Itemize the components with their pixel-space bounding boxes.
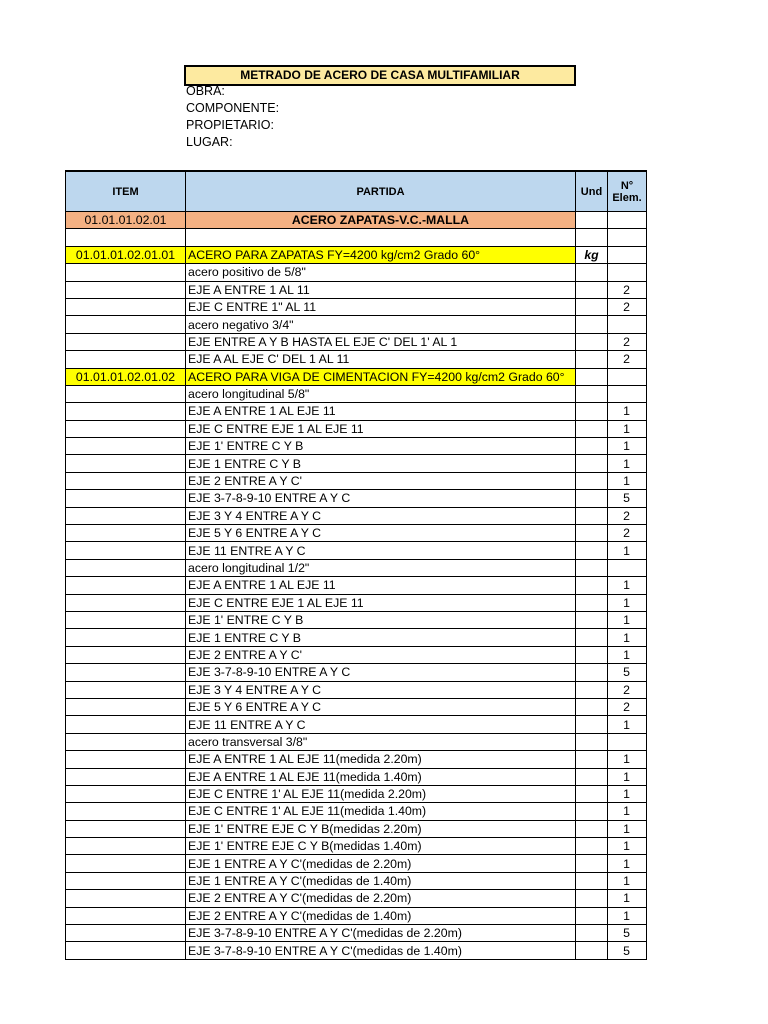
num-elem-cell: 5 (608, 942, 647, 959)
und-cell (576, 542, 608, 559)
item-cell (66, 229, 186, 246)
item-cell (66, 351, 186, 368)
und-cell (576, 890, 608, 907)
und-cell (576, 855, 608, 872)
num-elem-cell (608, 246, 647, 263)
num-elem-cell: 5 (608, 490, 647, 507)
table-row (66, 820, 647, 837)
num-elem-cell: 1 (608, 907, 647, 924)
num-elem-cell: 1 (608, 594, 647, 611)
table-row (66, 611, 647, 628)
partida-cell: EJE 2 ENTRE A Y C' (186, 472, 576, 489)
item-cell (66, 281, 186, 298)
num-elem-cell: 5 (608, 664, 647, 681)
table-row (66, 681, 647, 698)
num-elem-cell: 1 (608, 542, 647, 559)
item-cell (66, 664, 186, 681)
table-row (66, 768, 647, 785)
table-row (66, 507, 647, 524)
partida-cell: acero negativo 3/4" (186, 316, 576, 333)
und-cell (576, 872, 608, 889)
item-cell (66, 507, 186, 524)
table-row (66, 716, 647, 733)
partida-cell: EJE 3-7-8-9-10 ENTRE A Y C'(medidas de 2.20m) (186, 925, 576, 942)
item-cell (66, 455, 186, 472)
num-elem-cell: 1 (608, 403, 647, 420)
table-row (66, 316, 647, 333)
und-cell (576, 298, 608, 315)
und-cell (576, 281, 608, 298)
num-elem-cell (608, 733, 647, 750)
table-row (66, 438, 647, 455)
partida-cell: EJE ENTRE A Y B HASTA EL EJE C' DEL 1' AL 1 (186, 333, 576, 350)
partida-cell: EJE 1' ENTRE EJE C Y B(medidas 1.40m) (186, 838, 576, 855)
item-cell (66, 698, 186, 715)
table-row (66, 925, 647, 942)
table-row (66, 281, 647, 298)
item-cell (66, 611, 186, 628)
item-cell (66, 472, 186, 489)
item-cell (66, 820, 186, 837)
und-cell (576, 733, 608, 750)
table-row (66, 229, 647, 246)
table-row (66, 803, 647, 820)
table-row (66, 942, 647, 959)
item-cell (66, 438, 186, 455)
table-row (66, 490, 647, 507)
partida-cell: EJE 1 ENTRE A Y C'(medidas de 2.20m) (186, 855, 576, 872)
und-cell (576, 507, 608, 524)
und-cell (576, 716, 608, 733)
num-elem-cell (608, 316, 647, 333)
column-header-num-elem: N° Elem. (608, 171, 647, 212)
item-cell: 01.01.01.02.01 (66, 212, 186, 229)
partida-cell: EJE 2 ENTRE A Y C'(medidas de 2.20m) (186, 890, 576, 907)
document-title: METRADO DE ACERO DE CASA MULTIFAMILIAR (184, 65, 576, 86)
column-header-item: ITEM (66, 171, 186, 212)
partida-cell: EJE C ENTRE 1' AL EJE 11(medida 1.40m) (186, 803, 576, 820)
partida-cell: EJE 11 ENTRE A Y C (186, 542, 576, 559)
und-cell (576, 212, 608, 229)
und-cell (576, 629, 608, 646)
num-elem-cell (608, 368, 647, 385)
und-cell (576, 385, 608, 402)
partida-cell: EJE 5 Y 6 ENTRE A Y C (186, 525, 576, 542)
item-cell (66, 420, 186, 437)
item-cell (66, 785, 186, 802)
partida-cell: EJE 5 Y 6 ENTRE A Y C (186, 698, 576, 715)
obra-label: OBRA: (186, 84, 225, 98)
table-row (66, 333, 647, 350)
num-elem-cell: 2 (608, 281, 647, 298)
und-cell (576, 942, 608, 959)
partida-cell: acero positivo de 5/8" (186, 264, 576, 281)
und-cell (576, 351, 608, 368)
partida-cell: EJE 1 ENTRE C Y B (186, 455, 576, 472)
table-row (66, 298, 647, 315)
partida-cell: EJE 11 ENTRE A Y C (186, 716, 576, 733)
table-row (66, 542, 647, 559)
und-cell (576, 577, 608, 594)
table-row (66, 664, 647, 681)
item-cell (66, 577, 186, 594)
partida-cell: EJE 3 Y 4 ENTRE A Y C (186, 681, 576, 698)
und-cell (576, 403, 608, 420)
table-row (66, 646, 647, 663)
partida-cell: EJE 1 ENTRE C Y B (186, 629, 576, 646)
num-elem-cell: 1 (608, 785, 647, 802)
item-cell: 01.01.01.02.01.01 (66, 246, 186, 263)
und-cell (576, 333, 608, 350)
und-cell (576, 525, 608, 542)
partida-cell: EJE 1' ENTRE C Y B (186, 438, 576, 455)
num-elem-cell: 1 (608, 872, 647, 889)
table-row (66, 907, 647, 924)
table-row (66, 368, 647, 385)
und-cell (576, 472, 608, 489)
partida-cell: EJE C ENTRE 1' AL EJE 11(medida 2.20m) (186, 785, 576, 802)
partida-cell: acero longitudinal 5/8" (186, 385, 576, 402)
item-cell (66, 403, 186, 420)
partida-cell: ACERO PARA VIGA DE CIMENTACION FY=4200 kg/cm2 Grado 60° (186, 368, 576, 385)
table-row (66, 872, 647, 889)
und-cell (576, 751, 608, 768)
und-cell (576, 785, 608, 802)
und-cell (576, 925, 608, 942)
item-cell (66, 716, 186, 733)
num-elem-cell: 1 (608, 855, 647, 872)
table-row (66, 559, 647, 576)
item-cell (66, 594, 186, 611)
partida-cell: acero longitudinal 1/2" (186, 559, 576, 576)
num-elem-cell: 5 (608, 925, 647, 942)
table-row (66, 403, 647, 420)
table-row (66, 698, 647, 715)
num-elem-cell: 1 (608, 420, 647, 437)
partida-cell: EJE 1 ENTRE A Y C'(medidas de 1.40m) (186, 872, 576, 889)
item-cell (66, 872, 186, 889)
metrado-table (65, 170, 647, 960)
und-cell (576, 664, 608, 681)
num-elem-cell: 1 (608, 629, 647, 646)
num-elem-cell: 1 (608, 438, 647, 455)
table-row (66, 246, 647, 263)
num-elem-cell: 1 (608, 751, 647, 768)
und-cell (576, 438, 608, 455)
table-row (66, 577, 647, 594)
num-elem-cell (608, 212, 647, 229)
item-cell (66, 385, 186, 402)
partida-cell: EJE C ENTRE EJE 1 AL EJE 11 (186, 420, 576, 437)
partida-cell: EJE C ENTRE 1" AL 11 (186, 298, 576, 315)
partida-cell: EJE 2 ENTRE A Y C' (186, 646, 576, 663)
partida-cell: EJE A AL EJE C' DEL 1 AL 11 (186, 351, 576, 368)
table-row (66, 351, 647, 368)
item-cell (66, 855, 186, 872)
table-row (66, 838, 647, 855)
item-cell (66, 803, 186, 820)
item-cell (66, 542, 186, 559)
partida-cell: EJE A ENTRE 1 AL EJE 11(medida 1.40m) (186, 768, 576, 785)
num-elem-cell: 1 (608, 803, 647, 820)
item-cell (66, 907, 186, 924)
und-cell (576, 316, 608, 333)
column-header-partida: PARTIDA (186, 171, 576, 212)
num-elem-cell: 2 (608, 681, 647, 698)
und-cell (576, 264, 608, 281)
num-elem-cell: 2 (608, 525, 647, 542)
und-cell (576, 646, 608, 663)
partida-cell: EJE A ENTRE 1 AL EJE 11(medida 2.20m) (186, 751, 576, 768)
partida-cell: EJE 3-7-8-9-10 ENTRE A Y C'(medidas de 1.40m) (186, 942, 576, 959)
item-cell (66, 838, 186, 855)
num-elem-cell: 1 (608, 472, 647, 489)
partida-cell: EJE C ENTRE EJE 1 AL EJE 11 (186, 594, 576, 611)
num-elem-cell: 1 (608, 890, 647, 907)
table-row (66, 264, 647, 281)
table-row (66, 472, 647, 489)
und-cell (576, 368, 608, 385)
partida-cell: EJE 3 Y 4 ENTRE A Y C (186, 507, 576, 524)
table-row (66, 385, 647, 402)
partida-cell: acero transversal 3/8" (186, 733, 576, 750)
num-elem-cell: 2 (608, 698, 647, 715)
num-elem-cell (608, 264, 647, 281)
lugar-label: LUGAR: (186, 135, 233, 149)
table-row (66, 629, 647, 646)
und-cell (576, 681, 608, 698)
table-row (66, 733, 647, 750)
table-row (66, 785, 647, 802)
item-cell (66, 733, 186, 750)
item-cell (66, 490, 186, 507)
num-elem-cell: 1 (608, 646, 647, 663)
partida-cell: EJE A ENTRE 1 AL EJE 11 (186, 577, 576, 594)
und-cell (576, 594, 608, 611)
und-cell (576, 490, 608, 507)
num-elem-cell: 1 (608, 577, 647, 594)
num-elem-cell: 1 (608, 838, 647, 855)
num-elem-cell: 2 (608, 351, 647, 368)
partida-cell: ACERO PARA ZAPATAS FY=4200 kg/cm2 Grado 60° (186, 246, 576, 263)
num-elem-cell: 1 (608, 455, 647, 472)
column-header-und: Und (576, 171, 608, 212)
item-cell (66, 629, 186, 646)
partida-cell: ACERO ZAPATAS-V.C.-MALLA (186, 212, 576, 229)
item-cell (66, 751, 186, 768)
partida-cell: EJE A ENTRE 1 AL EJE 11 (186, 403, 576, 420)
item-cell (66, 264, 186, 281)
table-row (66, 890, 647, 907)
partida-cell: EJE 1' ENTRE C Y B (186, 611, 576, 628)
item-cell (66, 768, 186, 785)
und-cell (576, 768, 608, 785)
table-body (66, 212, 647, 960)
partida-cell: EJE 3-7-8-9-10 ENTRE A Y C (186, 490, 576, 507)
und-cell (576, 907, 608, 924)
table-header-row (66, 171, 647, 212)
num-elem-cell: 2 (608, 507, 647, 524)
und-cell (576, 838, 608, 855)
und-cell (576, 559, 608, 576)
item-cell (66, 525, 186, 542)
und-cell (576, 803, 608, 820)
table-row (66, 855, 647, 872)
num-elem-cell: 1 (608, 768, 647, 785)
num-elem-cell: 2 (608, 298, 647, 315)
item-cell (66, 681, 186, 698)
num-elem-cell: 1 (608, 820, 647, 837)
item-cell (66, 925, 186, 942)
und-cell: kg (576, 246, 608, 263)
und-cell (576, 229, 608, 246)
item-cell: 01.01.01.02.01.02 (66, 368, 186, 385)
item-cell (66, 333, 186, 350)
table-row (66, 420, 647, 437)
partida-cell (186, 229, 576, 246)
num-elem-cell (608, 385, 647, 402)
table-row (66, 751, 647, 768)
partida-cell: EJE A ENTRE 1 AL 11 (186, 281, 576, 298)
und-cell (576, 455, 608, 472)
num-elem-cell: 2 (608, 333, 647, 350)
table-row (66, 594, 647, 611)
partida-cell: EJE 3-7-8-9-10 ENTRE A Y C (186, 664, 576, 681)
und-cell (576, 698, 608, 715)
und-cell (576, 611, 608, 628)
und-cell (576, 820, 608, 837)
table-row (66, 212, 647, 229)
item-cell (66, 316, 186, 333)
item-cell (66, 298, 186, 315)
componente-label: COMPONENTE: (186, 101, 280, 115)
num-elem-cell: 1 (608, 716, 647, 733)
num-elem-cell: 1 (608, 611, 647, 628)
item-cell (66, 890, 186, 907)
propietario-label: PROPIETARIO: (186, 118, 274, 132)
und-cell (576, 420, 608, 437)
table-row (66, 455, 647, 472)
item-cell (66, 942, 186, 959)
num-elem-cell (608, 559, 647, 576)
item-cell (66, 559, 186, 576)
partida-cell: EJE 2 ENTRE A Y C'(medidas de 1.40m) (186, 907, 576, 924)
partida-cell: EJE 1' ENTRE EJE C Y B(medidas 2.20m) (186, 820, 576, 837)
item-cell (66, 646, 186, 663)
table-row (66, 525, 647, 542)
num-elem-cell (608, 229, 647, 246)
